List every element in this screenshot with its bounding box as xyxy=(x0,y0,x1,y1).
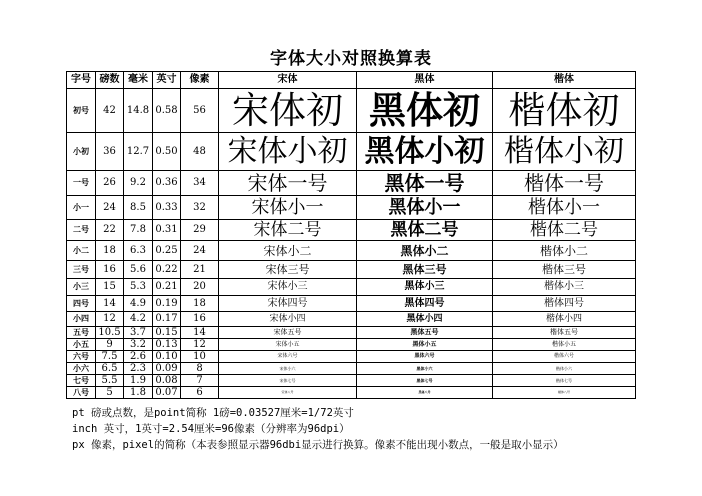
cell-name: 一号 xyxy=(67,171,96,196)
cell-hei: 黑体八号 xyxy=(357,387,493,399)
cell-inch: 0.33 xyxy=(153,196,181,220)
cell-inch: 0.21 xyxy=(153,279,181,296)
header-cell: 字号 xyxy=(67,72,96,89)
cell-name: 小二 xyxy=(67,241,96,261)
table-row xyxy=(67,339,636,351)
cell-song: 宋体小二 xyxy=(219,241,357,261)
cell-hei: 黑体一号 xyxy=(357,171,493,196)
cell-pt: 5 xyxy=(96,387,124,399)
cell-hei: 黑体二号 xyxy=(357,220,493,241)
cell-song: 宋体小初 xyxy=(219,133,357,171)
cell-name: 小五 xyxy=(67,339,96,351)
cell-kai: 楷体八号 xyxy=(493,387,636,399)
cell-kai: 楷体三号 xyxy=(493,261,636,279)
font-size-table xyxy=(66,71,636,399)
cell-name: 小一 xyxy=(67,196,96,220)
cell-hei: 黑体小三 xyxy=(357,279,493,296)
cell-px: 18 xyxy=(181,296,219,312)
cell-px: 56 xyxy=(181,89,219,133)
cell-mm: 4.2 xyxy=(124,312,153,327)
note-line: inch 英寸，1英寸=2.54厘米=96像素（分辨率为96dpi） xyxy=(72,423,350,435)
cell-name: 七号 xyxy=(67,375,96,387)
cell-song: 宋体六号 xyxy=(219,351,357,363)
cell-mm: 5.6 xyxy=(124,261,153,279)
header-cell: 宋体 xyxy=(219,72,357,89)
header-row xyxy=(67,72,636,89)
cell-song: 宋体小四 xyxy=(219,312,357,327)
header-cell: 英寸 xyxy=(153,72,181,89)
table-row xyxy=(67,375,636,387)
cell-pt: 12 xyxy=(96,312,124,327)
cell-inch: 0.09 xyxy=(153,363,181,375)
cell-px: 21 xyxy=(181,261,219,279)
cell-mm: 2.6 xyxy=(124,351,153,363)
cell-kai: 楷体五号 xyxy=(493,327,636,339)
cell-kai: 楷体一号 xyxy=(493,171,636,196)
cell-name: 小六 xyxy=(67,363,96,375)
cell-px: 32 xyxy=(181,196,219,220)
table-row xyxy=(67,279,636,296)
cell-name: 初号 xyxy=(67,89,96,133)
table-row xyxy=(67,133,636,171)
note-line: pt 磅或点数，是point简称 1磅=0.03527厘米=1/72英寸 xyxy=(72,407,354,419)
cell-name: 五号 xyxy=(67,327,96,339)
cell-mm: 8.5 xyxy=(124,196,153,220)
cell-name: 小四 xyxy=(67,312,96,327)
cell-kai: 楷体四号 xyxy=(493,296,636,312)
cell-inch: 0.22 xyxy=(153,261,181,279)
cell-px: 12 xyxy=(181,339,219,351)
cell-song: 宋体八号 xyxy=(219,387,357,399)
cell-song: 宋体初 xyxy=(219,89,357,133)
header-cell: 磅数 xyxy=(96,72,124,89)
table-row xyxy=(67,196,636,220)
cell-hei: 黑体小五 xyxy=(357,339,493,351)
cell-pt: 6.5 xyxy=(96,363,124,375)
cell-inch: 0.13 xyxy=(153,339,181,351)
cell-kai: 楷体初 xyxy=(493,89,636,133)
table-row xyxy=(67,351,636,363)
cell-hei: 黑体小初 xyxy=(357,133,493,171)
cell-song: 宋体小六 xyxy=(219,363,357,375)
cell-kai: 楷体六号 xyxy=(493,351,636,363)
cell-hei: 黑体初 xyxy=(357,89,493,133)
cell-hei: 黑体三号 xyxy=(357,261,493,279)
cell-mm: 14.8 xyxy=(124,89,153,133)
header-cell: 毫米 xyxy=(124,72,153,89)
cell-px: 34 xyxy=(181,171,219,196)
cell-pt: 15 xyxy=(96,279,124,296)
note-line: px 像素，pixel的简称（本表参照显示器96dbi显示进行换算。像素不能出现小数点，一般是取小显示） xyxy=(72,439,564,451)
cell-song: 宋体五号 xyxy=(219,327,357,339)
cell-px: 20 xyxy=(181,279,219,296)
cell-px: 48 xyxy=(181,133,219,171)
cell-px: 16 xyxy=(181,312,219,327)
cell-mm: 9.2 xyxy=(124,171,153,196)
cell-inch: 0.58 xyxy=(153,89,181,133)
notes xyxy=(72,405,564,453)
cell-kai: 楷体小初 xyxy=(493,133,636,171)
cell-inch: 0.10 xyxy=(153,351,181,363)
cell-pt: 24 xyxy=(96,196,124,220)
cell-inch: 0.36 xyxy=(153,171,181,196)
cell-inch: 0.07 xyxy=(153,387,181,399)
cell-name: 小三 xyxy=(67,279,96,296)
header-cell: 像素 xyxy=(181,72,219,89)
table-row xyxy=(67,89,636,133)
cell-kai: 楷体小四 xyxy=(493,312,636,327)
cell-hei: 黑体小二 xyxy=(357,241,493,261)
cell-inch: 0.15 xyxy=(153,327,181,339)
table-row xyxy=(67,327,636,339)
cell-mm: 3.2 xyxy=(124,339,153,351)
cell-inch: 0.31 xyxy=(153,220,181,241)
cell-hei: 黑体小四 xyxy=(357,312,493,327)
cell-pt: 22 xyxy=(96,220,124,241)
cell-kai: 楷体小三 xyxy=(493,279,636,296)
table-row xyxy=(67,296,636,312)
page-title: 字体大小对照换算表 xyxy=(270,49,432,69)
cell-px: 24 xyxy=(181,241,219,261)
cell-pt: 9 xyxy=(96,339,124,351)
cell-song: 宋体小三 xyxy=(219,279,357,296)
cell-pt: 42 xyxy=(96,89,124,133)
cell-px: 6 xyxy=(181,387,219,399)
cell-kai: 楷体小六 xyxy=(493,363,636,375)
cell-pt: 10.5 xyxy=(96,327,124,339)
cell-mm: 2.3 xyxy=(124,363,153,375)
cell-hei: 黑体七号 xyxy=(357,375,493,387)
cell-pt: 7.5 xyxy=(96,351,124,363)
cell-name: 三号 xyxy=(67,261,96,279)
cell-hei: 黑体五号 xyxy=(357,327,493,339)
cell-inch: 0.08 xyxy=(153,375,181,387)
cell-pt: 26 xyxy=(96,171,124,196)
header-cell: 楷体 xyxy=(493,72,636,89)
cell-hei: 黑体小六 xyxy=(357,363,493,375)
table-row xyxy=(67,241,636,261)
cell-mm: 12.7 xyxy=(124,133,153,171)
cell-name: 小初 xyxy=(67,133,96,171)
cell-px: 7 xyxy=(181,375,219,387)
cell-song: 宋体三号 xyxy=(219,261,357,279)
table-row xyxy=(67,220,636,241)
table-row xyxy=(67,171,636,196)
cell-kai: 楷体二号 xyxy=(493,220,636,241)
cell-inch: 0.19 xyxy=(153,296,181,312)
cell-hei: 黑体小一 xyxy=(357,196,493,220)
cell-name: 四号 xyxy=(67,296,96,312)
cell-pt: 16 xyxy=(96,261,124,279)
cell-pt: 5.5 xyxy=(96,375,124,387)
cell-px: 29 xyxy=(181,220,219,241)
table-row xyxy=(67,312,636,327)
cell-hei: 黑体六号 xyxy=(357,351,493,363)
cell-px: 8 xyxy=(181,363,219,375)
cell-song: 宋体小五 xyxy=(219,339,357,351)
table-row xyxy=(67,387,636,399)
cell-mm: 3.7 xyxy=(124,327,153,339)
cell-song: 宋体七号 xyxy=(219,375,357,387)
cell-mm: 4.9 xyxy=(124,296,153,312)
cell-pt: 18 xyxy=(96,241,124,261)
cell-hei: 黑体四号 xyxy=(357,296,493,312)
cell-inch: 0.50 xyxy=(153,133,181,171)
table-row xyxy=(67,363,636,375)
cell-inch: 0.25 xyxy=(153,241,181,261)
cell-kai: 楷体小二 xyxy=(493,241,636,261)
cell-mm: 1.8 xyxy=(124,387,153,399)
cell-pt: 14 xyxy=(96,296,124,312)
table-row xyxy=(67,261,636,279)
cell-px: 14 xyxy=(181,327,219,339)
cell-song: 宋体二号 xyxy=(219,220,357,241)
cell-song: 宋体一号 xyxy=(219,171,357,196)
cell-mm: 6.3 xyxy=(124,241,153,261)
cell-px: 10 xyxy=(181,351,219,363)
cell-name: 二号 xyxy=(67,220,96,241)
cell-mm: 1.9 xyxy=(124,375,153,387)
cell-kai: 楷体小五 xyxy=(493,339,636,351)
cell-name: 六号 xyxy=(67,351,96,363)
cell-inch: 0.17 xyxy=(153,312,181,327)
cell-song: 宋体小一 xyxy=(219,196,357,220)
cell-name: 八号 xyxy=(67,387,96,399)
cell-song: 宋体四号 xyxy=(219,296,357,312)
cell-mm: 7.8 xyxy=(124,220,153,241)
cell-kai: 楷体七号 xyxy=(493,375,636,387)
cell-kai: 楷体小一 xyxy=(493,196,636,220)
cell-mm: 5.3 xyxy=(124,279,153,296)
cell-pt: 36 xyxy=(96,133,124,171)
header-cell: 黑体 xyxy=(357,72,493,89)
